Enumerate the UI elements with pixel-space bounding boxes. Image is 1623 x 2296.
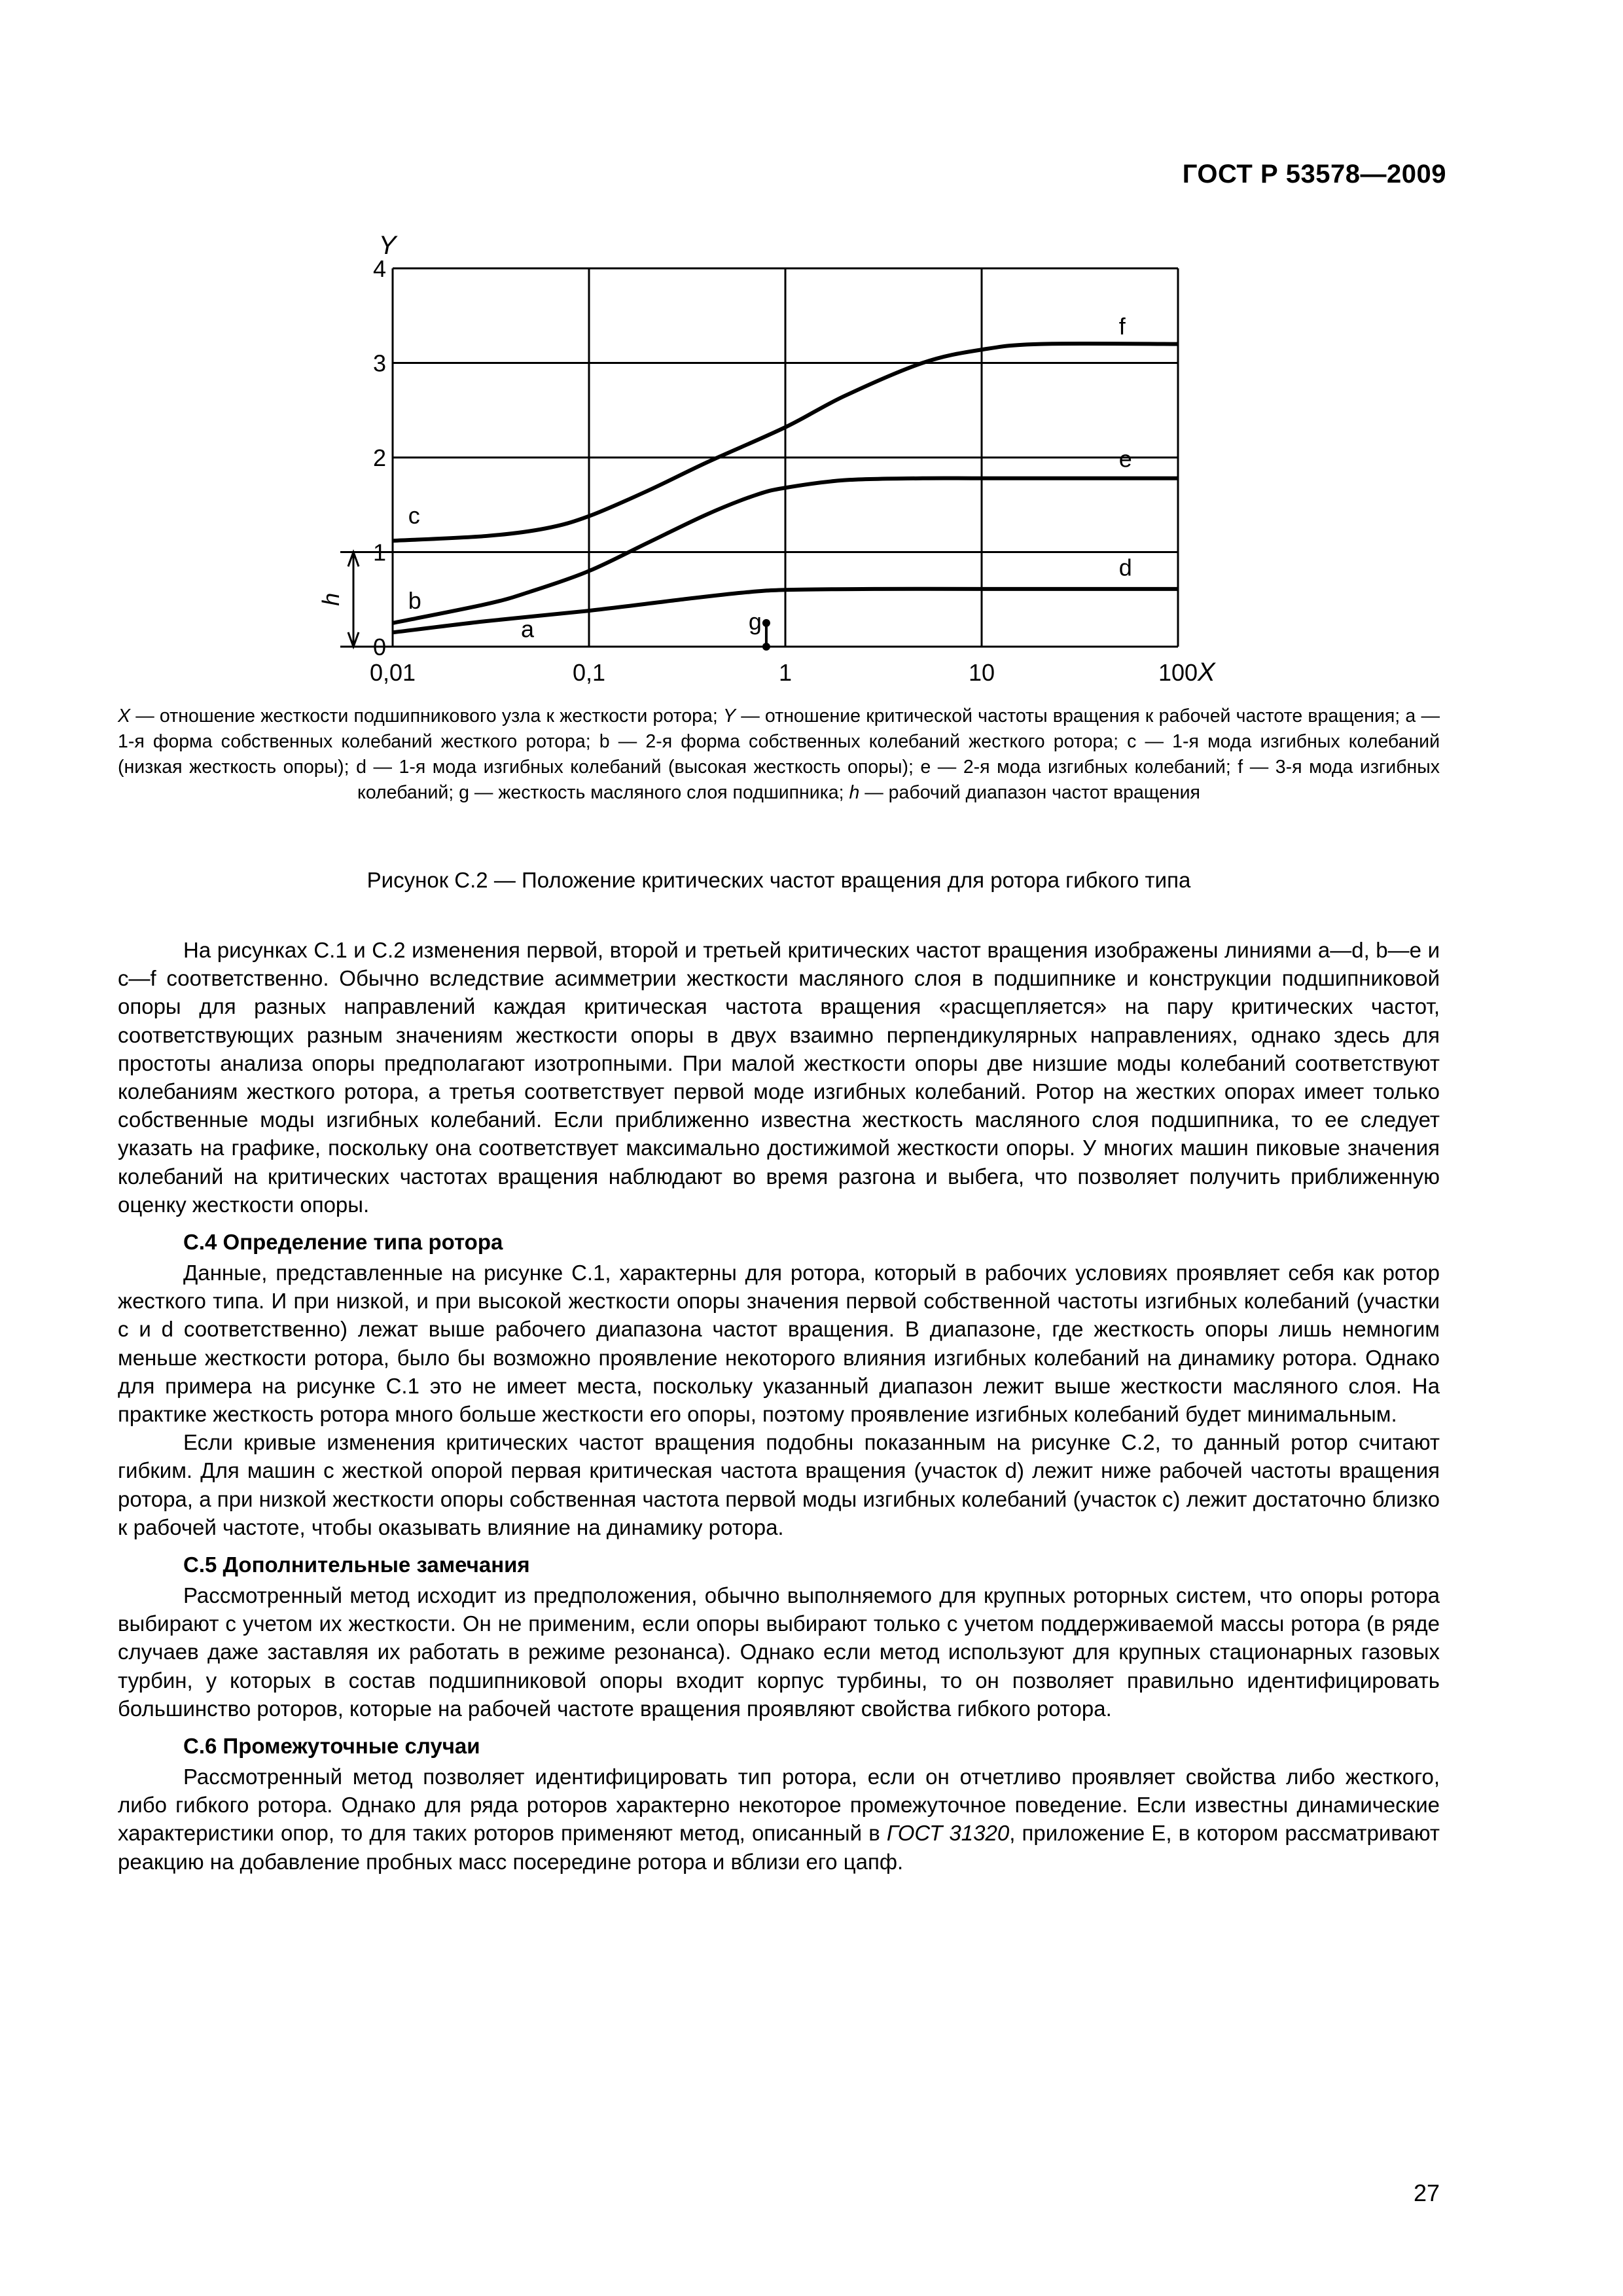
x-tick-label: 10: [968, 659, 995, 686]
x-tick-label: 0,01: [369, 659, 416, 686]
legend-x-symbol: X: [118, 706, 131, 726]
y-tick-label: 0: [372, 634, 386, 660]
y-tick-label: 1: [372, 539, 386, 566]
y-axis-label: Y: [378, 231, 397, 260]
legend-y-symbol: Y: [722, 706, 736, 726]
section-heading-c4: С.4 Определение типа ротора: [183, 1230, 503, 1255]
critical-speed-chart: [308, 221, 1250, 692]
curve-label-d: d: [1118, 554, 1132, 581]
y-tick-label: 2: [372, 444, 386, 471]
series-g-point: [762, 643, 770, 651]
h-marker-label: h: [317, 592, 344, 606]
body-text: [118, 936, 1440, 1876]
curve-label-b: b: [408, 587, 421, 615]
legend-curves-text: — отношение критической частоты вращения к рабочей частоте вращения; а — 1-я форма собственных колебаний жесткого ротора; b — 2-я форма собственных колебаний жесткого ротора; с — 1-я мода изгибных колебаний (низкая жесткость опоры); d — 1-я мода изгибных колебаний (высокая жесткость опоры); е — 2-я мода изгибных колебаний; f — 3-я мода изгибных колебаний; g — жесткость масляного слоя подшипника;: [118, 706, 1440, 803]
y-tick-label: 4: [372, 255, 386, 282]
paragraph-text: Рассмотренный метод позволяет идентифицировать тип ротора, если он отчетливо проявляет свойства либо жесткого, либо гибкого ротора. Однако для ряда роторов характерно некоторое промежуточное поведение. Если известны динамические характеристики опор, то для таких роторов применяют метод, описанный в: [118, 1765, 1440, 1846]
paragraph: [118, 1763, 1440, 1876]
page-number: 27: [1413, 2179, 1440, 2206]
figure-caption: Рисунок С.2 — Положение критических частот вращения для ротора гибкого типа: [366, 868, 1191, 892]
x-tick-label: 0,1: [572, 659, 606, 686]
legend-x-text: — отношение жесткости подшипникового узла к жесткости ротора;: [130, 706, 723, 726]
paragraph: Рассмотренный метод исходит из предположения, обычно выполняемого для крупных роторных систем, что опоры ротора выбирают с учетом их жесткости. Он не применим, если опоры выбирают только с учетом поддерживаемой массы ротора (в ряде случаев даже заставляя их работать в режиме резонанса). Однако если метод используют для крупных стационарных газовых турбин, у которых в состав подшипниковой опоры входит корпус турбины, то он позволяет правильно идентифицировать большинство роторов, которые на рабочей частоте вращения проявляют свойства гибкого ротора.: [118, 1583, 1440, 1721]
x-axis-label: X: [1198, 658, 1215, 687]
section-heading-c6: С.6 Промежуточные случаи: [183, 1734, 480, 1759]
series-g-point: [762, 619, 770, 627]
legend-h-text: — рабочий диапазон частот вращения: [859, 782, 1200, 803]
curve-label-e: e: [1118, 445, 1132, 473]
legend-h-symbol: h: [849, 782, 860, 803]
curve-label-c: c: [408, 502, 420, 529]
curve-label-f: f: [1118, 313, 1126, 340]
paragraph: Если кривые изменения критических частот вращения подобны показанным на рисунке С.2, то данный ротор считают гибким. Для машин с жесткой опорой первая критическая частота вращения (участок d) лежит ниже рабочей частоты вращения ротора, а при низкой жесткости опоры собственная частота первой моды изгибных колебаний (участок с) лежит достаточно близко к рабочей частоте, чтобы оказывать влияние на динамику ротора.: [118, 1430, 1440, 1539]
curve-label-g: g: [748, 607, 762, 635]
curve-label-a: a: [520, 615, 534, 643]
paragraph: Данные, представленные на рисунке С.1, характерны для ротора, который в рабочих условиях проявляет себя как ротор жесткого типа. И при низкой, и при высокой жесткости опоры значения первой собственной частоты изгибных колебаний (участки с и d соответственно) лежат выше рабочего диапазона частот вращения. В диапазоне, где жесткость опоры лишь немногим меньше жесткости ротора, было бы возможно проявление некоторого влияния изгибных колебаний на динамику ротора. Однако для примера на рисунке С.1 это не имеет места, поскольку указанный диапазон лежит выше жесткости масляного слоя. На практике жесткость ротора много больше жесткости его опоры, поэтому проявление изгибных колебаний будет минимальным.: [118, 1261, 1440, 1427]
standard-reference: ГОСТ 31320: [886, 1821, 1010, 1846]
y-tick-label: 3: [372, 350, 386, 377]
x-tick-label: 100: [1158, 659, 1198, 686]
section-heading-c5: С.5 Дополнительные замечания: [183, 1552, 530, 1577]
figure-legend: [118, 704, 1440, 806]
document-header: ГОСТ Р 53578—2009: [1182, 160, 1446, 188]
x-tick-label: 1: [778, 659, 793, 686]
paragraph-text: , приложение Е, в котором рассматривают реакцию на добавление пробных масс посередине ротора и вблизи его цапф.: [118, 1821, 1440, 1874]
paragraph: На рисунках С.1 и С.2 изменения первой, второй и третьей критических частот вращения изображены линиями a—d, b—e и с—f соответственно. Обычно вследствие асимметрии жесткости масляного слоя в подшипнике и конструкции подшипниковой опоры для разных направлений каждая критическая частота вращения «расщепляется» на пару критических частот, соответствующих разным значениям жесткости опоры в двух взаимно перпендикулярных направлениях, однако здесь для простоты анализа опоры предполагают изотропными. При малой жесткости опоры две низшие моды колебаний соответствуют колебаниям жесткого ротора, а третья соответствует первой моде изгибных колебаний. Ротор на жестких опорах имеет только собственные моды изгибных колебаний. Если приближенно известна жесткость масляного слоя подшипника, то ее следует указать на графике, поскольку она соответствует максимально достижимой жесткости опоры. У многих машин пиковые значения колебаний на критических частотах вращения наблюдают во время разгона и выбега, что позволяет получить приближенную оценку жесткости опоры.: [118, 938, 1440, 1217]
